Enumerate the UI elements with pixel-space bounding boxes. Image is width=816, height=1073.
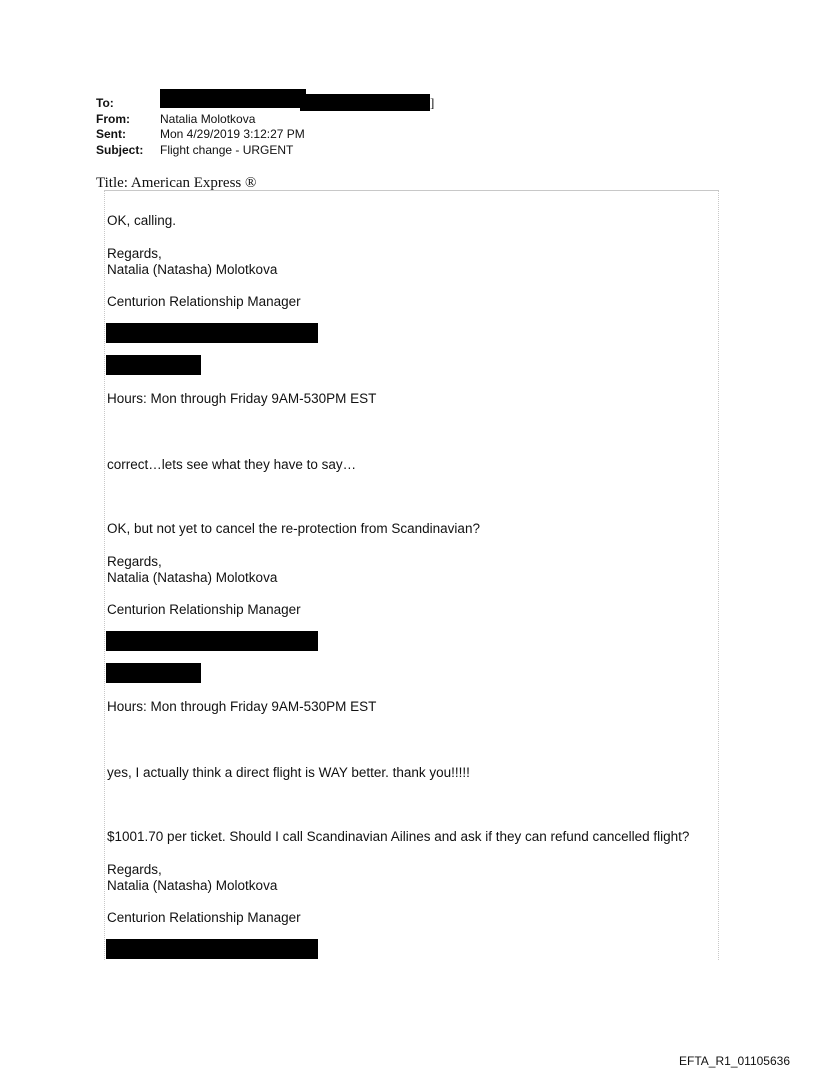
- signature-role: Centurion Relationship Manager: [107, 602, 301, 617]
- redaction-bar: [106, 939, 318, 959]
- message-text: OK, calling.: [107, 213, 177, 228]
- redaction-bar: [160, 89, 306, 108]
- message-text: yes, I actually think a direct flight is WAY better. thank you!!!!!: [107, 765, 470, 780]
- subject-label: Subject:: [96, 142, 144, 157]
- from-label: From:: [96, 111, 130, 126]
- email-header: [96, 96, 460, 158]
- signature-name: Natalia (Natasha) Molotkova: [107, 878, 278, 893]
- signature-name: Natalia (Natasha) Molotkova: [107, 570, 278, 585]
- subject-row: [96, 143, 460, 159]
- message-text: $1001.70 per ticket. Should I call Scandinavian Ailines and ask if they can refund cancelled flight?: [107, 829, 690, 844]
- document-id: EFTA_R1_01105636: [679, 1054, 790, 1068]
- redaction-bar: [106, 355, 201, 375]
- message-text: OK, but not yet to cancel the re-protection from Scandinavian?: [107, 521, 480, 536]
- redaction-bar: [106, 663, 201, 683]
- signature-name: Natalia (Natasha) Molotkova: [107, 262, 278, 277]
- to-row: [96, 96, 460, 112]
- sent-row: [96, 127, 460, 143]
- signature-role: Centurion Relationship Manager: [107, 294, 301, 309]
- signature-regards: Regards,: [107, 862, 162, 877]
- redaction-bar: [300, 94, 430, 111]
- from-row: [96, 112, 460, 128]
- to-value-suffix: ]: [430, 95, 435, 110]
- signature-role: Centurion Relationship Manager: [107, 910, 301, 925]
- redaction-bar: [106, 323, 318, 343]
- signature-regards: Regards,: [107, 554, 162, 569]
- sent-label: Sent:: [96, 127, 126, 141]
- subject-value: Flight change - URGENT: [160, 142, 294, 157]
- signature-hours: Hours: Mon through Friday 9AM-530PM EST: [107, 699, 377, 714]
- title-line: Title: American Express ®: [96, 175, 257, 191]
- message-text: correct…lets see what they have to say…: [107, 457, 357, 472]
- signature-hours: Hours: Mon through Friday 9AM-530PM EST: [107, 391, 377, 406]
- signature-regards: Regards,: [107, 246, 162, 261]
- to-label: To:: [96, 96, 114, 110]
- sent-value: Mon 4/29/2019 3:12:27 PM: [160, 127, 305, 141]
- to-value-redacted: [160, 96, 460, 112]
- redaction-bar: [106, 631, 318, 651]
- from-value: Natalia Molotkova: [160, 111, 256, 126]
